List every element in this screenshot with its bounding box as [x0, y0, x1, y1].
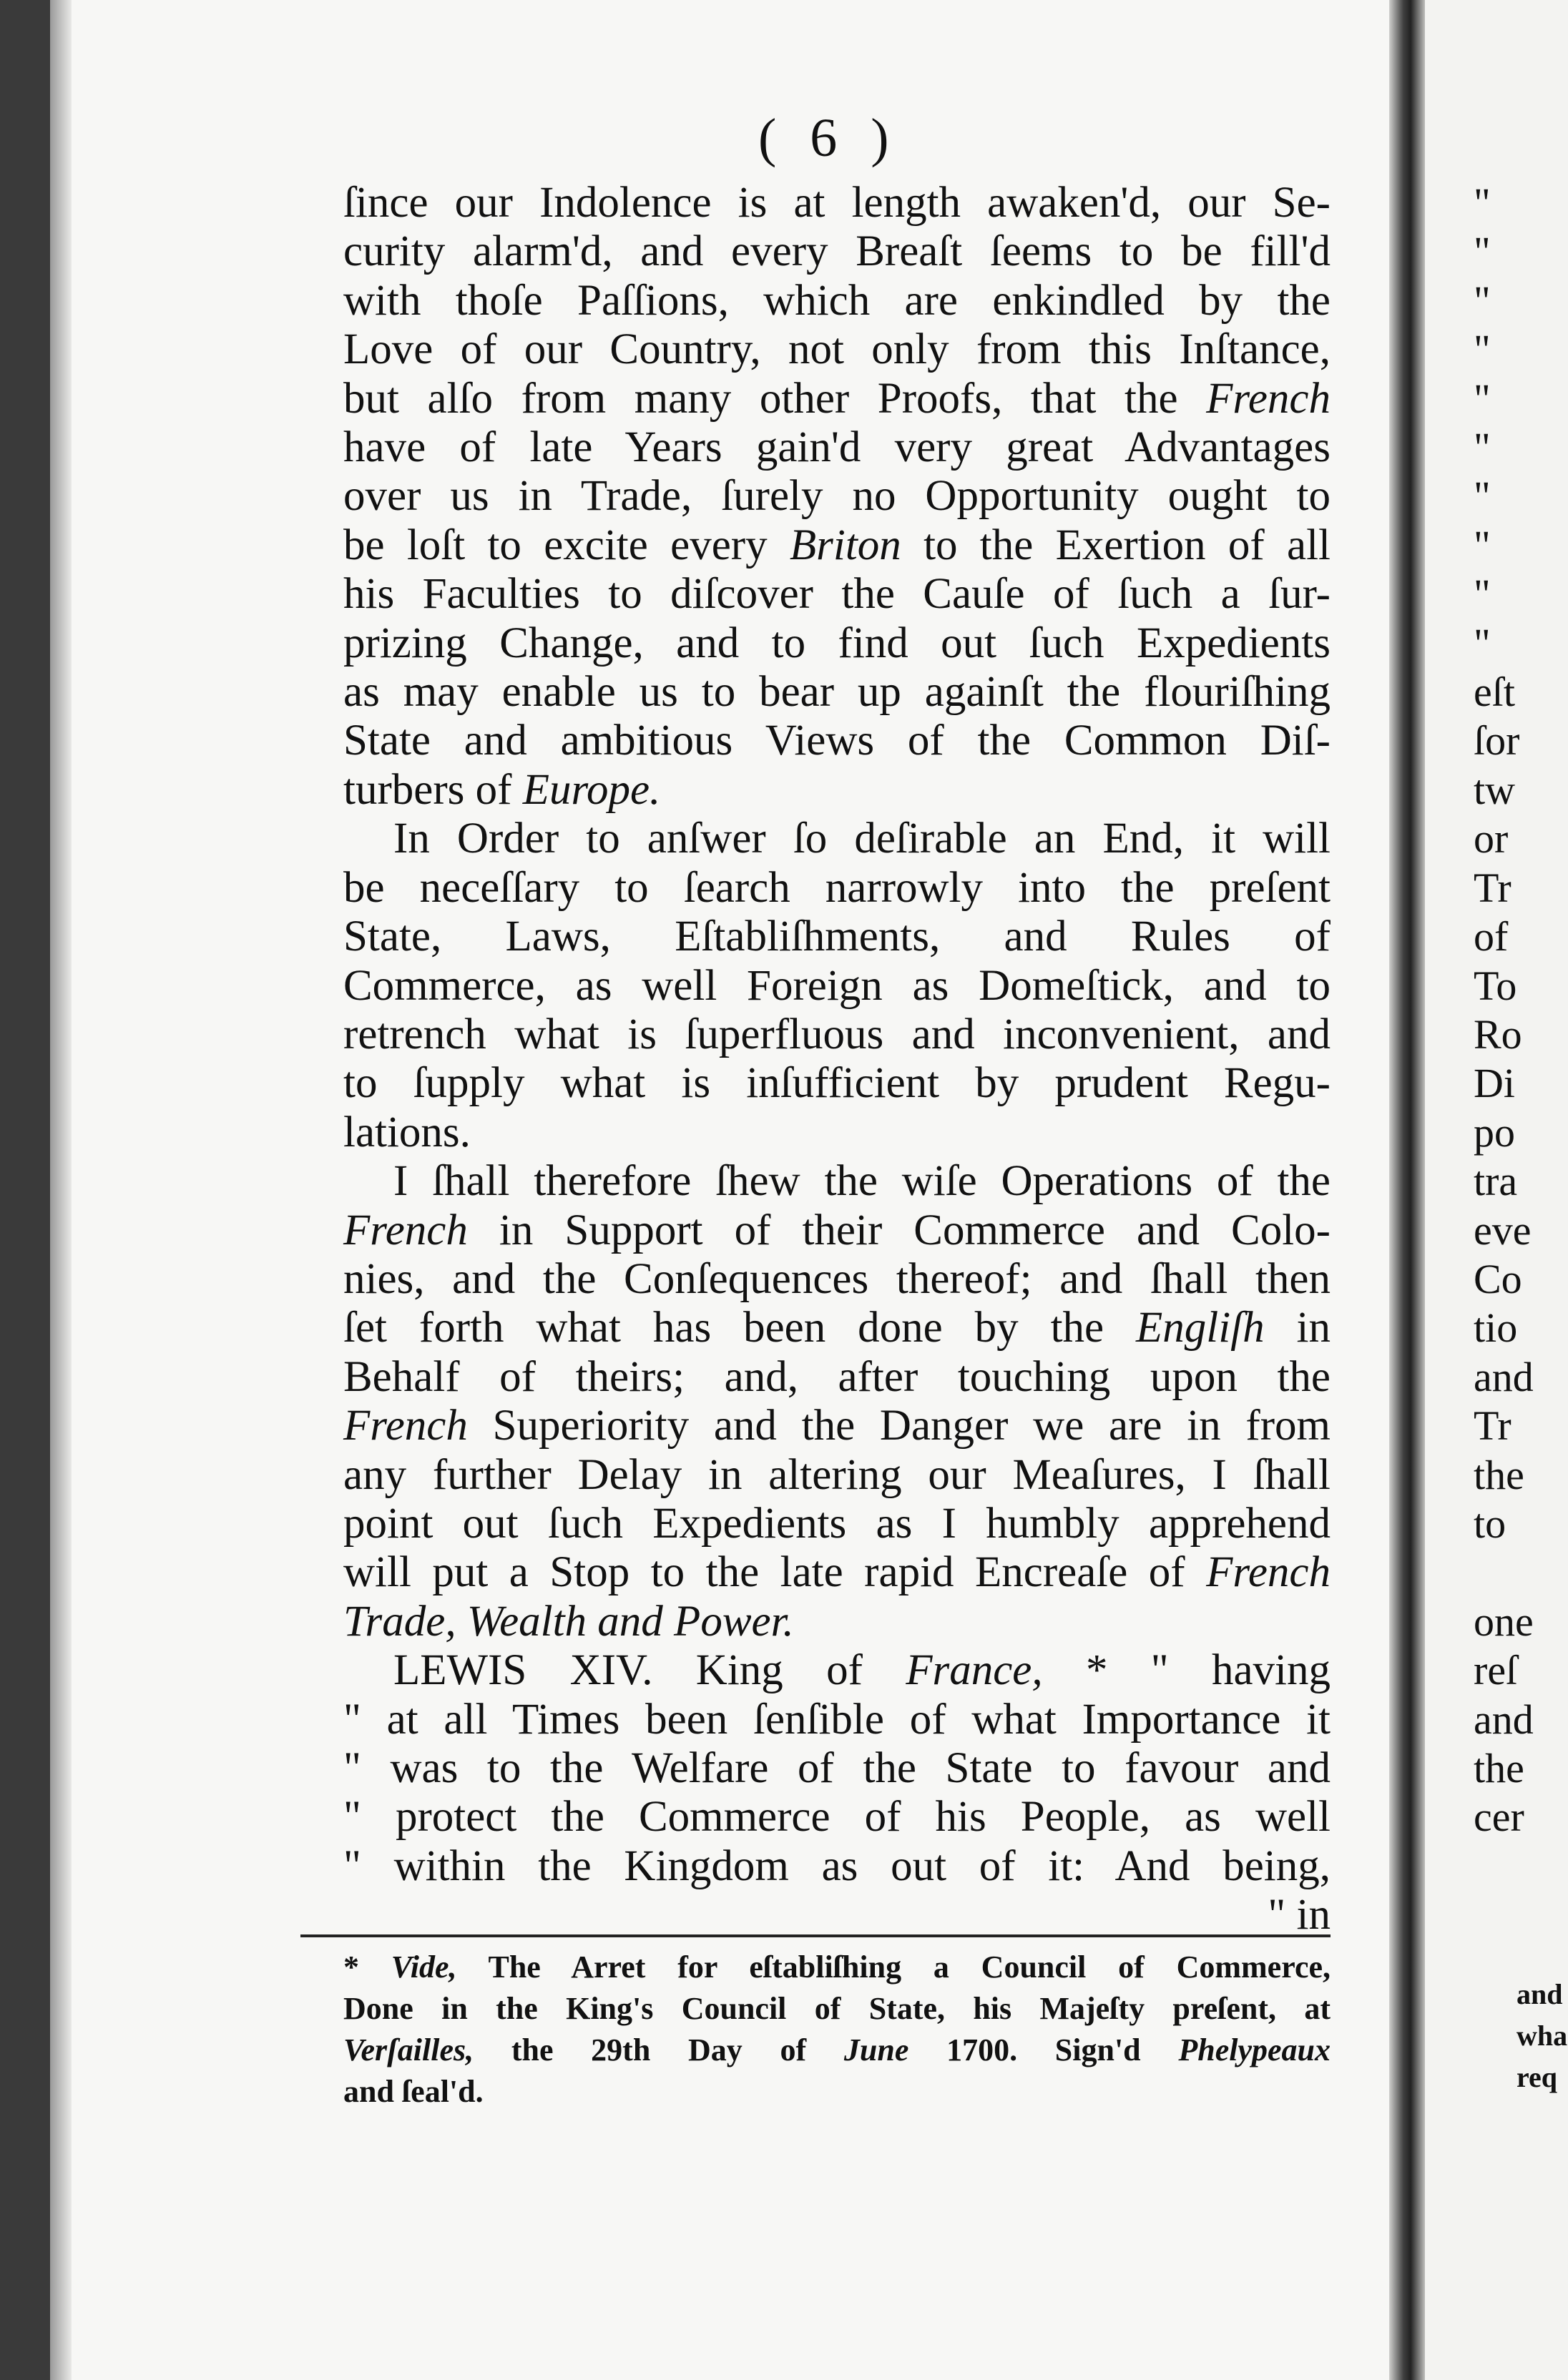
facing-page-line: Co: [1474, 1255, 1522, 1302]
text-line: Trade, Wealth and Power.: [343, 1597, 794, 1646]
facing-page-line: ſor: [1474, 717, 1520, 764]
facing-page-line: ": [1474, 228, 1491, 275]
facing-page-line: the: [1474, 1451, 1524, 1498]
text-line: " at all Times been ſenſible of what Importance it: [343, 1695, 1331, 1744]
text-line: French in Support of their Commerce and Colo-: [343, 1206, 1331, 1254]
text-line: French Superiority and the Danger we are in from: [343, 1402, 1331, 1450]
text-line: nies, and the Conſequences thereof; and ſhall then: [343, 1254, 1331, 1303]
facing-page-line: [1474, 1548, 1534, 1597]
footnote: [343, 1947, 1331, 2113]
page-number: ( 6 ): [758, 108, 899, 168]
text-line: over us in Trade, ſurely no Opportunity ought to: [343, 472, 1331, 521]
facing-page-line: tra: [1474, 1158, 1518, 1205]
facing-page-line: one: [1474, 1598, 1534, 1645]
text-line: In Order to anſwer ſo deſirable an End, it will: [393, 815, 1331, 863]
facing-page-footnote: [1516, 1974, 1567, 2098]
facing-page-line: po: [1474, 1108, 1515, 1156]
facing-page-line: ": [1474, 619, 1491, 667]
text-line: have of late Years gain'd very great Advantages: [343, 423, 1331, 472]
text-line: with thoſe Paſſions, which are enkindled by the: [343, 276, 1331, 325]
facing-page-line: ": [1474, 180, 1491, 226]
text-line: State, Laws, Eſtabliſhments, and Rules of: [343, 913, 1331, 961]
text-line: turbers of Europe.: [343, 765, 661, 814]
facing-page-line: cer: [1474, 1794, 1524, 1841]
facing-page-line: Tr: [1474, 1402, 1511, 1450]
facing-page-line: eve: [1474, 1206, 1532, 1254]
text-line: LEWIS XIV. King of France, * " having: [393, 1646, 1331, 1695]
facing-page-line: tw: [1474, 766, 1515, 813]
facing-page-text: [1474, 179, 1534, 1842]
facing-page-line: and: [1474, 1696, 1534, 1743]
facing-page-line: ": [1474, 424, 1491, 471]
text-line: be neceſſary to ſearch narrowly into the preſent: [343, 863, 1331, 912]
page-edge-shadow: [50, 0, 72, 2380]
facing-page-line: Di: [1474, 1060, 1515, 1107]
text-line: curity alarm'd, and every Breaſt ſeems to be fill'd: [343, 227, 1331, 276]
facing-page-line: the: [1474, 1745, 1524, 1791]
text-line: will put a Stop to the late rapid Encreaſe of French: [343, 1548, 1331, 1597]
facing-page-line: reſ: [1474, 1647, 1518, 1694]
text-line: his Faculties to diſcover the Cauſe of ſuch a ſur-: [343, 570, 1331, 619]
text-line: as may enable us to bear up againſt the flouriſhing: [343, 668, 1331, 717]
facing-page-footnote-line: wha: [1516, 2020, 1568, 2052]
text-line: " within the Kingdom as out of it: And being,: [343, 1841, 1331, 1890]
facing-page-line: and: [1474, 1353, 1534, 1400]
facing-page-line: ": [1474, 375, 1491, 422]
facing-page-footnote-line: and: [1516, 1978, 1563, 2010]
text-line: but alſo from many other Proofs, that the French: [343, 374, 1331, 423]
facing-page-line: Tr: [1474, 864, 1511, 911]
text-line: " protect the Commerce of his People, as well: [343, 1793, 1331, 1841]
facing-page-line: ": [1474, 571, 1491, 618]
facing-page-line: ": [1474, 521, 1491, 569]
text-line: Love of our Country, not only from this Inſtance,: [343, 325, 1331, 374]
text-line: point out ſuch Expedients as I humbly apprehend: [343, 1499, 1331, 1548]
book-binding: [1389, 0, 1425, 2380]
text-line: be loſt to excite every Briton to the Exertion of all: [343, 521, 1331, 569]
facing-page-line: eſt: [1474, 669, 1515, 716]
text-line: ſince our Indolence is at length awaken'd, our Se-: [343, 179, 1331, 227]
text-line: Behalf of theirs; and, after touching upon the: [343, 1352, 1331, 1401]
facing-page-line: of: [1474, 913, 1509, 960]
facing-page-line: ": [1474, 326, 1491, 373]
text-line: ſet forth what has been done by the Engliſh in: [343, 1304, 1331, 1352]
footnote-line: and ſeal'd.: [343, 2074, 484, 2109]
footnote-line: Verſailles, the 29th Day of June 1700. Sign'd Phelypeaux: [343, 2032, 1331, 2067]
text-line: " was to the Welfare of the State to favour and: [343, 1744, 1331, 1792]
facing-page-line: ": [1474, 473, 1491, 520]
text-line: I ſhall therefore ſhew the wiſe Operations of the: [393, 1157, 1331, 1206]
facing-page-line: to: [1474, 1500, 1506, 1547]
text-line: prizing Change, and to find out ſuch Expedients: [343, 619, 1331, 667]
facing-page-line: tio: [1474, 1304, 1518, 1352]
text-line: Commerce, as well Foreign as Domeſtick, and to: [343, 961, 1331, 1010]
text-line: retrench what is ſuperfluous and inconvenient, and: [343, 1010, 1331, 1058]
facing-page-line: ": [1474, 277, 1491, 324]
text-line: any further Delay in altering our Meaſures, I ſhall: [343, 1450, 1331, 1499]
facing-page-line: or: [1474, 815, 1509, 862]
body-text: [343, 179, 1331, 1940]
facing-page-line: To: [1474, 962, 1517, 1009]
facing-page-line: Ro: [1474, 1010, 1522, 1058]
facing-page-footnote-line: req: [1516, 2061, 1558, 2093]
text-line: to ſupply what is inſufficient by prudent Regu-: [343, 1059, 1331, 1108]
footnote-line: Done in the King's Council of State, his Majeſty preſent, at: [343, 1991, 1331, 2026]
text-line: State and ambitious Views of the Common Diſ-: [343, 717, 1331, 765]
text-line: lations.: [343, 1108, 471, 1156]
left-gutter: [0, 0, 50, 2380]
footnote-rule: [300, 1934, 1331, 1937]
text-line: " in: [1268, 1891, 1331, 1939]
footnote-line: * Vide, The Arret for eſtabliſhing a Council of Commerce,: [343, 1949, 1331, 1985]
